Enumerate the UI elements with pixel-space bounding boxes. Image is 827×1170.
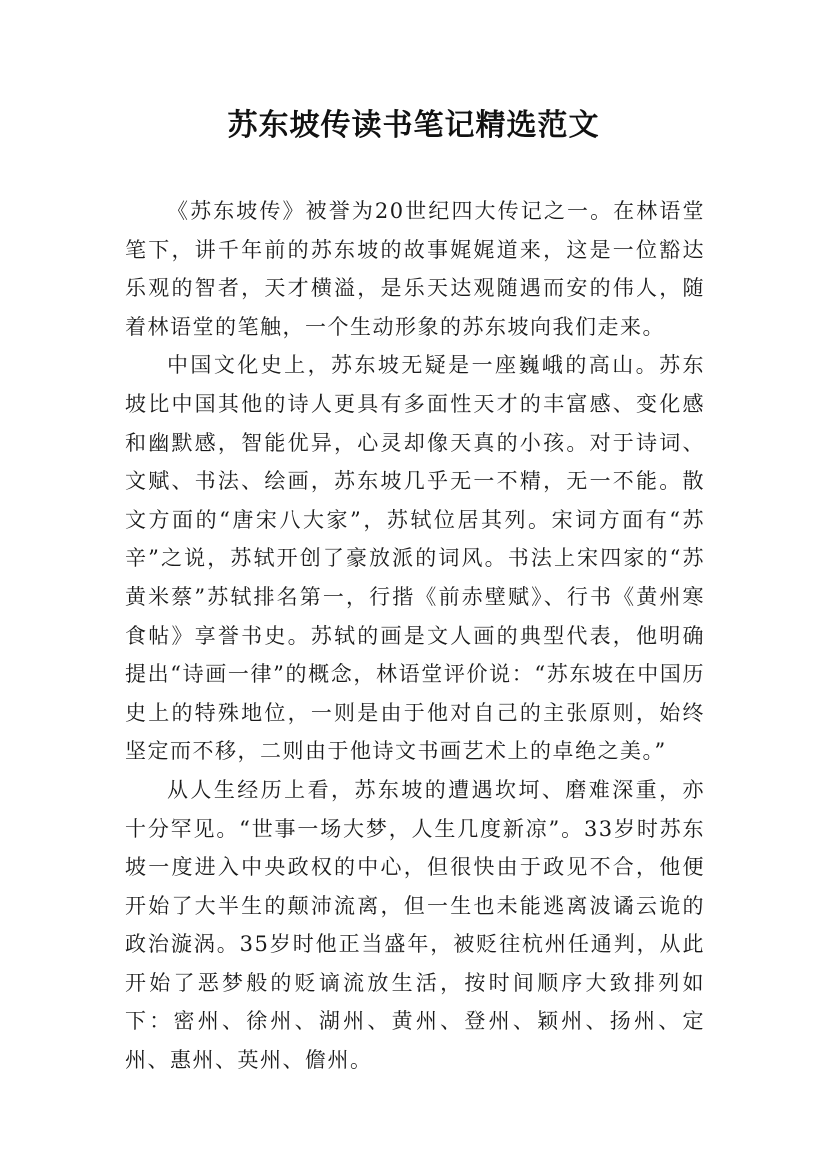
document-body — [125, 192, 705, 1080]
paragraph-intro: 《苏东坡传》被誉为20世纪四大传记之一。在林语堂笔下，讲千年前的苏东坡的故事娓娓道来，这是一位豁达乐观的智者，天才横溢，是乐天达观随遇而安的伟人，随着林语堂的笔触，一个生动形象的苏东坡向我们走来。 — [125, 199, 705, 339]
document-title: 苏东坡传读书笔记精选范文 — [227, 108, 600, 143]
paragraph-life-experience: 从人生经历上看，苏东坡的遭遇坎坷、磨难深重，亦十分罕见。“世事一场大梦，人生几度新凉”。33岁时苏东坡一度进入中央政权的中心，但很快由于政见不合，他便开始了大半生的颠沛流离，但一生也未能逃离波谲云诡的政治漩涡。35岁时他正当盛年，被贬往杭州任通判，从此开始了恶梦般的贬谪流放生活，按时间顺序大致排列如下：密州、徐州、湖州、黄州、登州、颖州、扬州、定州、惠州、英州、儋州。 — [125, 777, 705, 1073]
paragraph-cultural-history: 中国文化史上，苏东坡无疑是一座巍峨的高山。苏东坡比中国其他的诗人更具有多面性天才的丰富感、变化感和幽默感，智能优异，心灵却像天真的小孩。对于诗词、文赋、书法、绘画，苏东坡几乎无一不精，无一不能。散文方面的“唐宋八大家”，苏轼位居其列。宋词方面有“苏辛”之说，苏轼开创了豪放派的词风。书法上宋四家的“苏黄米蔡”苏轼排名第一，行揩《前赤壁赋》、行书《黄州寒食帖》享誉书史。苏轼的画是文人画的典型代表，他明确提出“诗画一律”的概念，林语堂评价说：“苏东坡在中国历史上的特殊地位，一则是由于他对自己的主张原则，始终坚定而不移，二则由于他诗文书画艺术上的卓绝之美。” — [125, 353, 705, 764]
